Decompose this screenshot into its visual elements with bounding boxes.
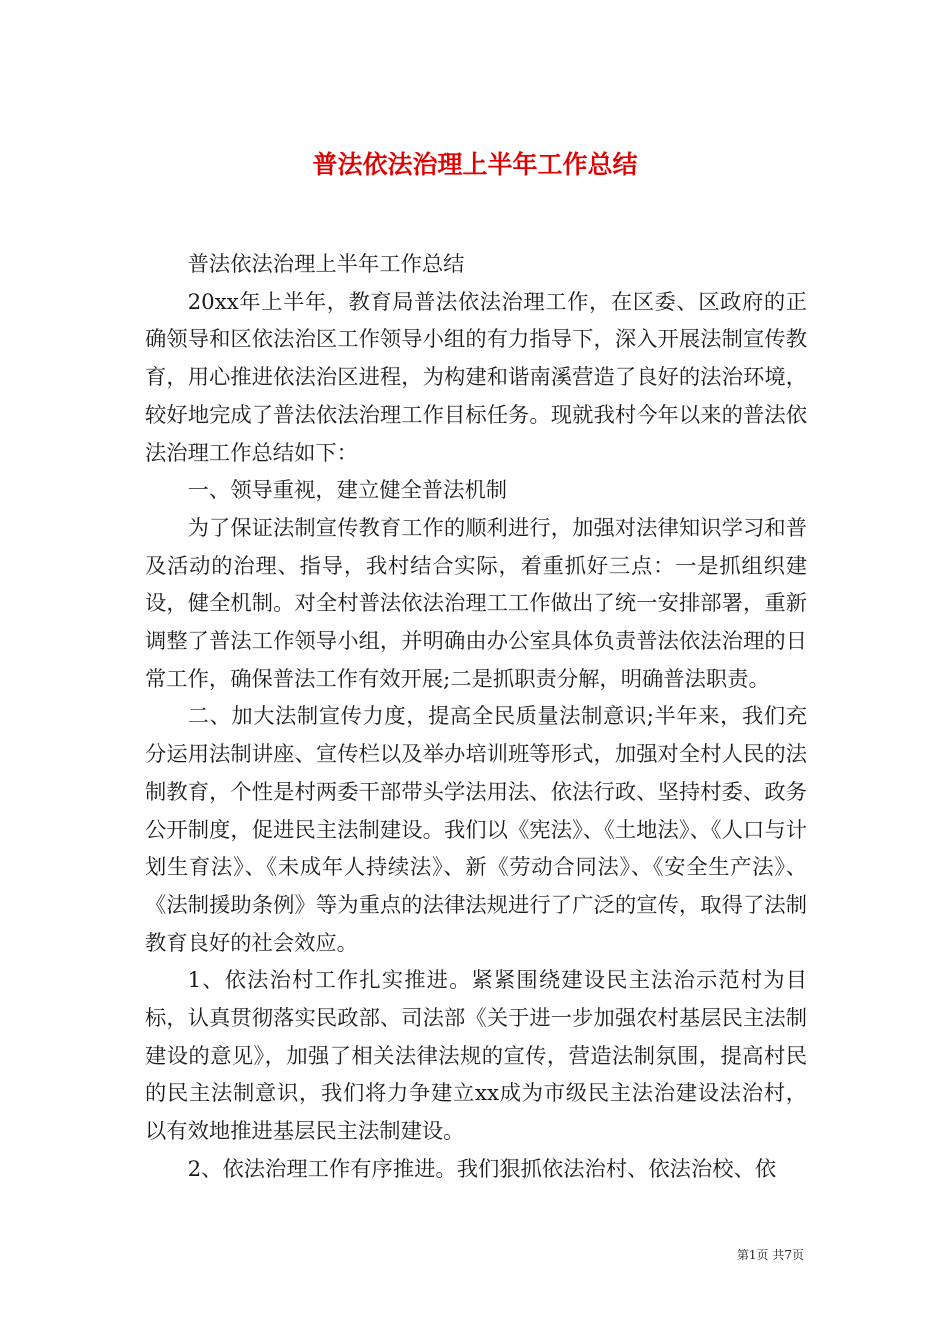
paragraph-section-2: 二、加大法制宣传力度，提高全民质量法制意识;半年来，我们充分运用法制讲座、宣传栏以及举办培训班等形式，加强对全村人民的法制教育，个性是村两委干部带头学法用法、依法行政、坚持村委、政务公开制度，促进民主法制建设。我们以《宪法》、《土地法》、《人口与计划生育法》、《未成年人持续法》、新《劳动合同法》、《安全生产法》、《法制援助条例》等为重点的法律法规进行了广泛的宣传，取得了法制教育良好的社会效应。 — [145, 704, 807, 956]
paragraph-section-1: 为了保证法制宣传教育工作的顺利进行，加强对法律知识学习和普及活动的治理、指导，我村结合实际，着重抓好三点：一是抓组织建设，健全机制。对全村普法依法治理工工作做出了统一安排部署，重新调整了普法工作领导小组，并明确由办公室具体负责普法依法治理的日常工作，确保普法工作有效开展;二是抓职责分解，明确普法职责。 — [145, 515, 807, 692]
paragraph-subtitle: 普法依法治理上半年工作总结 — [187, 252, 465, 277]
document-body — [145, 246, 807, 1189]
page-number: 第1页 共7页 — [736, 1248, 804, 1262]
page-title: 普法依法治理上半年工作总结 — [312, 149, 638, 179]
section-heading-1: 一、领导重视，建立健全普法机制 — [187, 478, 508, 504]
paragraph-intro: 20xx年上半年，教育局普法依法治理工作，在区委、区政府的正确领导和区依法治区工作领导小组的有力指导下，深入开展法制宣传教育，用心推进依法治区进程，为构建和谐南溪营造了良好的法治环境，较好地完成了普法依法治理工作目标任务。现就我村今年以来的普法依法治理工作总结如下： — [145, 289, 807, 466]
paragraph-item-1: 1、依法治村工作扎实推进。紧紧围绕建设民主法治示范村为目标，认真贯彻落实民政部、司法部《关于进一步加强农村基层民主法制建设的意见》，加强了相关法律法规的宣传，营造法制氛围，提高村民的民主法制意识，我们将力争建立xx成为市级民主法治建设法治村，以有效地推进基层民主法制建设。 — [145, 968, 807, 1145]
paragraph-item-2: 2、依法治理工作有序推进。我们狠抓依法治村、依法治校、依 — [187, 1156, 777, 1182]
